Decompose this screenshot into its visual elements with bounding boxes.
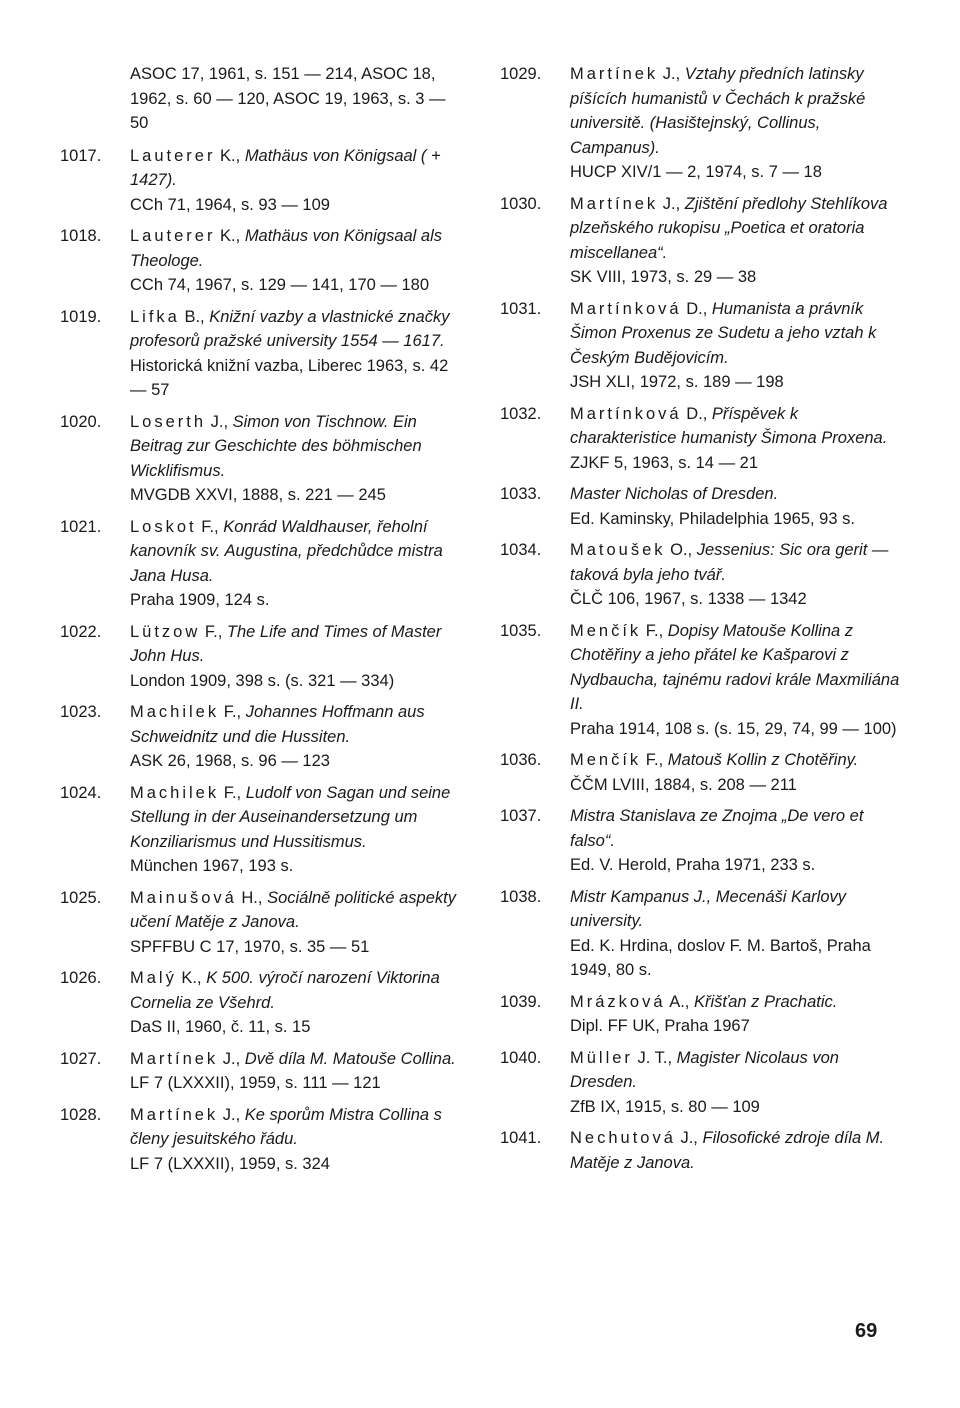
entry-citation [570,619,900,717]
entry-number: 1032. [500,404,542,423]
entry-initials: F., [196,517,224,536]
entry-title: Jessenius: Sic ora gerit — taková byla jeho tvář. [570,541,889,584]
entry-author: Martínková [570,404,682,423]
right-entry-list [500,62,900,1175]
entry-number: 1018. [60,227,102,245]
entry-source: Ed. K. Hrdina, doslov F. M. Bartoš, Praha 1949, 80 s. [570,936,871,979]
entry-author: Loserth [130,412,207,431]
entry-number: 1025. [60,888,102,907]
entry-initials: F., [641,751,668,769]
entry-author: Mrázková [570,992,666,1011]
entry-number: 1034. [500,541,542,559]
entry-source: SK VIII, 1973, s. 29 — 38 [570,268,757,286]
left-column [60,62,460,1183]
entry-author: Menčík [570,751,642,769]
entry-initials: O., [665,541,697,559]
entry-number: 1029. [500,65,542,83]
entry-number: 1022. [60,622,102,641]
entry-citation [570,885,900,934]
entry-title: Ke sporům Mistra Collina s členy jesuitského řádu. [130,1105,442,1148]
bibliography-entry [500,1046,900,1120]
entry-author: Machilek [130,783,220,802]
entry-body [130,886,460,960]
entry-body [570,538,900,612]
bibliography-entry [500,402,900,476]
bibliography-entry [500,619,900,742]
continuation-text: ASOC 17, 1961, s. 151 — 214, ASOC 18, 1962, s. 60 — 120, ASOC 19, 1963, s. 3 — 50 [130,65,446,132]
entry-source: DaS II, 1960, č. 11, s. 15 [130,1018,311,1036]
entry-source: Praha 1914, 108 s. (s. 15, 29, 74, 99 — 100) [570,719,897,738]
entry-source: CCh 71, 1964, s. 93 — 109 [130,195,330,214]
entry-body [570,62,900,185]
entry-source: Ed. Kaminsky, Philadelphia 1965, 93 s. [570,509,855,528]
entry-title: Filosofické zdroje díla M. Matěje z Janova. [570,1129,885,1172]
entry-citation [570,804,900,853]
entry-number: 1038. [500,887,542,906]
entry-citation [130,700,460,749]
entry-author: Martínková [570,299,682,318]
bibliography-entry [60,1103,460,1177]
entry-number: 1020. [60,412,102,431]
entry-source: Praha 1909, 124 s. [130,591,270,609]
entry-title: Magister Nicolaus von Dresden. [570,1048,839,1091]
entry-citation [130,886,460,935]
entry-initials: D., [681,404,712,423]
entry-body [570,885,900,983]
entry-body [570,1046,900,1120]
entry-source: London 1909, 398 s. (s. 321 — 334) [130,671,395,690]
entry-initials: J., [658,65,685,83]
entry-title: Mistra Stanislava ze Znojma „De vero et falso“. [570,807,864,850]
entry-initials: J., [218,1049,245,1068]
bibliography-entry [500,748,900,797]
entry-source: LF 7 (LXXXII), 1959, s. 111 — 121 [130,1074,381,1092]
left-entry-list [60,144,460,1177]
entry-author: Malý [130,969,177,987]
entry-source: MVGDB XXVI, 1888, s. 221 — 245 [130,486,386,504]
entry-initials: K., [215,227,245,245]
entry-initials: F., [200,622,227,641]
entry-citation [570,990,900,1015]
entry-body [130,781,460,879]
entry-citation [130,781,460,855]
entry-author: Lifka [130,307,180,326]
entry-author: Lauterer [130,146,216,165]
bibliography-entry [60,966,460,1040]
entry-title: K 500. výročí narození Viktorina Cornelia ze Všehrd. [130,969,440,1012]
entry-citation [130,305,460,354]
entry-citation [130,1047,460,1072]
entry-body [130,620,460,694]
entry-source: Historická knižní vazba, Liberec 1963, s. 42 — 57 [130,356,449,399]
entry-body [570,402,900,476]
entry-initials: H., [236,888,268,907]
entry-source: ASK 26, 1968, s. 96 — 123 [130,752,330,770]
entry-title: Knižní vazby a vlastnické značky profesorů pražské university 1554 — 1617. [130,307,450,350]
right-column [500,62,900,1182]
entry-citation [130,224,460,273]
entry-title: Dvě díla M. Matouše Collina. [244,1049,456,1068]
bibliography-entry [60,781,460,879]
entry-source: HUCP XIV/1 — 2, 1974, s. 7 — 18 [570,163,822,181]
entry-author: Lützow [130,622,201,641]
entry-initials: K., [215,146,245,165]
entry-author: Loskot [130,517,197,536]
entry-body [130,224,460,298]
entry-title: Simon von Tischnow. Ein Beitrag zur Geschichte des böhmischen Wicklifismus. [130,412,422,480]
entry-source: ZfB IX, 1915, s. 80 — 109 [570,1097,760,1116]
entry-body [570,192,900,290]
entry-title: Křišťan z Prachatic. [693,992,838,1011]
entry-author: Martínek [570,194,659,213]
entry-number: 1031. [500,299,542,318]
entry-citation [130,410,460,484]
entry-number: 1035. [500,621,542,640]
entry-number: 1040. [500,1048,542,1067]
entry-number: 1028. [60,1105,102,1124]
entry-body [570,1126,900,1175]
entry-title: Mathäus von Königsaal als Theologe. [130,227,443,270]
entry-source: JSH XLI, 1972, s. 189 — 198 [570,373,784,391]
entry-initials: F., [219,703,246,721]
entry-author: Martínek [130,1049,219,1068]
entry-source: München 1967, 193 s. [130,857,294,875]
entry-number: 1041. [500,1129,542,1147]
entry-citation [570,1046,900,1095]
entry-number: 1017. [60,146,102,165]
bibliography-entry [500,62,900,185]
entry-initials: J., [658,194,685,213]
entry-citation [570,538,900,587]
entry-source: Ed. V. Herold, Praha 1971, 233 s. [570,856,816,874]
entry-author: Martínek [570,65,659,83]
entry-citation [130,144,460,193]
entry-citation [130,1103,460,1152]
entry-title: Sociálně politické aspekty učení Matěje z Janova. [130,888,456,931]
entry-initials: K., [176,969,207,987]
entry-source: ČČM LVIII, 1884, s. 208 — 211 [570,775,797,794]
entry-number: 1033. [500,485,542,503]
entry-source: Dipl. FF UK, Praha 1967 [570,1017,750,1035]
entry-body [130,410,460,508]
entry-source: SPFFBU C 17, 1970, s. 35 — 51 [130,937,370,956]
bibliography-entry [60,224,460,298]
entry-initials: J., [206,412,233,431]
entry-initials: A., [665,992,694,1011]
bibliography-entry [60,515,460,613]
entry-source: ZJKF 5, 1963, s. 14 — 21 [570,453,759,472]
entry-body [570,482,900,531]
entry-initials: F., [641,621,668,640]
entry-number: 1036. [500,751,542,769]
entry-body [130,515,460,613]
entry-author: Machilek [130,703,220,721]
entry-number: 1030. [500,194,542,213]
bibliography-entry [500,990,900,1039]
entry-author: Nechutová [570,1129,676,1147]
bibliography-entry [500,1126,900,1175]
entry-author: Matoušek [570,541,666,559]
entry-title: Dopisy Matouše Kollina z Chotěřiny a jeho přátel ke Kašparovi z Nydbaucha, tajnému radovi krále Maxmiliána II. [570,621,900,713]
entry-title: The Life and Times of Master John Hus. [130,622,442,665]
entry-title: Příspěvek k charakteristice humanisty Šimona Proxena. [570,404,888,447]
entry-citation [130,966,460,1015]
entry-body [130,1103,460,1177]
bibliography-entry [500,885,900,983]
entry-title: Vztahy předních latinsky píšících humanistů v Čechách k pražské universitě. (Hasištejnský, Collinus, Campanus). [570,65,866,157]
entry-number: 1021. [60,517,102,536]
entry-title: Ludolf von Sagan und seine Stellung in der Auseinandersetzung um Konziliarismus und Hussitismus. [130,783,451,851]
entry-body [570,748,900,797]
entry-initials: D., [681,299,712,318]
entry-body [570,990,900,1039]
entry-body [570,619,900,742]
entry-author: Martínek [130,1105,219,1124]
bibliography-entry [500,297,900,395]
bibliography-entry [60,620,460,694]
bibliography-entry [60,886,460,960]
entry-citation [130,620,460,669]
entry-initials: J., [218,1105,245,1124]
entry-citation [570,1126,900,1175]
entry-number: 1019. [60,307,102,326]
entry-author: Menčík [570,621,642,640]
entry-title: Konrád Waldhauser, řeholní kanovník sv. Augustina, předchůdce mistra Jana Husa. [130,517,443,585]
entry-number: 1027. [60,1049,102,1068]
entry-body [130,966,460,1040]
bibliography-entry [500,482,900,531]
entry-author: Lauterer [130,227,216,245]
bibliography-entry [60,1047,460,1096]
entry-number: 1037. [500,807,542,825]
entry-citation [570,482,900,507]
entry-source: LF 7 (LXXXII), 1959, s. 324 [130,1154,330,1173]
entry-number: 1039. [500,992,542,1011]
entry-title: Johannes Hoffmann aus Schweidnitz und die Hussiten. [130,703,425,746]
entry-title: Mistr Kampanus J., Mecenáši Karlovy university. [570,887,847,930]
entry-source: ČLČ 106, 1967, s. 1338 — 1342 [570,590,807,608]
entry-body [570,297,900,395]
entry-body [130,305,460,403]
bibliography-entry [60,144,460,218]
entry-initials: B., [179,307,210,326]
entry-number: 1024. [60,783,102,802]
entry-title: Mathäus von Königsaal ( + 1427). [130,146,441,189]
entry-title: Matouš Kollin z Chotěřiny. [667,751,859,769]
entry-citation [570,748,900,773]
entry-initials: J. T., [632,1048,677,1067]
entry-number: 1023. [60,703,102,721]
entry-body [130,700,460,774]
entry-author: Müller [570,1048,633,1067]
entry-number: 1026. [60,969,102,987]
entry-body [570,804,900,878]
bibliography-entry [500,538,900,612]
bibliography-entry [500,804,900,878]
entry-author: Mainušová [130,888,237,907]
entry-title: Master Nicholas of Dresden. [570,485,779,503]
entry-body [130,144,460,218]
entry-citation [130,515,460,589]
bibliography-entry [60,410,460,508]
entry-initials: J., [675,1129,703,1147]
bibliography-entry [60,305,460,403]
entry-citation [570,62,900,160]
entry-body [130,1047,460,1096]
entry-citation [570,402,900,451]
entry-initials: F., [219,783,246,802]
page-number: 69 [855,1320,878,1342]
entry-title: Zjištění předlohy Stehlíkova plzeňského rukopisu „Poetica et oratoria miscellanea“. [570,194,888,262]
entry-source: CCh 74, 1967, s. 129 — 141, 170 — 180 [130,276,430,294]
bibliography-entry [500,192,900,290]
entry-citation [570,192,900,266]
bibliography-entry [60,700,460,774]
entry-citation [570,297,900,371]
entry-title: Humanista a právník Šimon Proxenus ze Sudetu a jeho vztah k Českým Budějovicím. [570,299,877,367]
